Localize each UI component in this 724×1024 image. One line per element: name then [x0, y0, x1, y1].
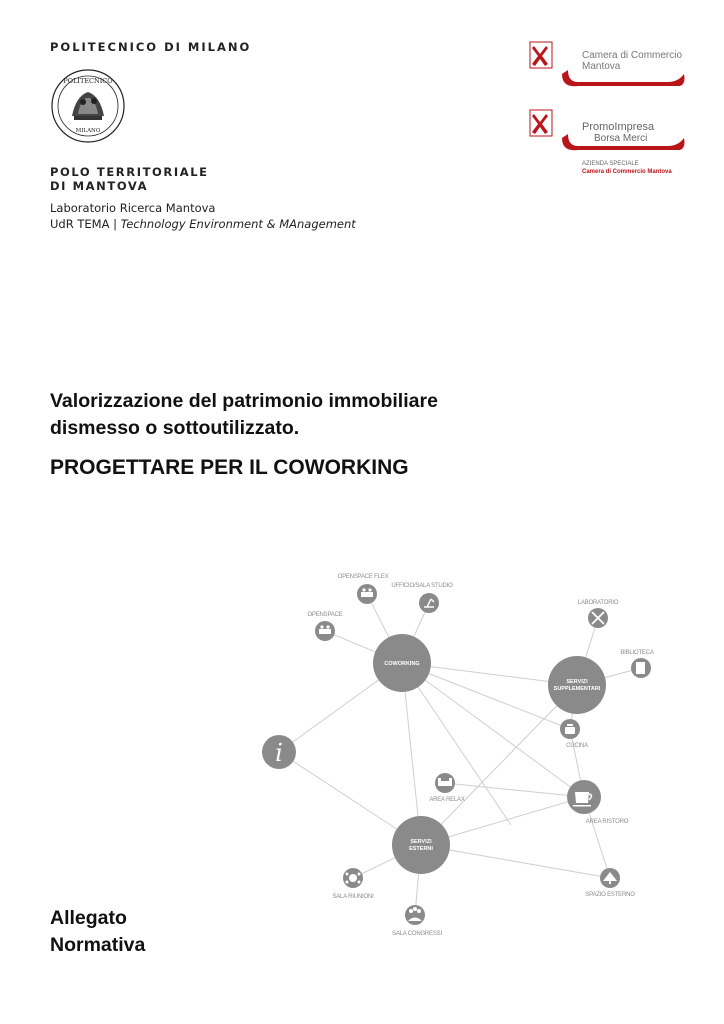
lab-line-1: Laboratorio Ricerca Mantova — [50, 201, 216, 215]
lab-prefix: UdR TEMA | — [50, 217, 121, 231]
svg-text:Borsa Merci: Borsa Merci — [594, 133, 648, 144]
lion-crest-icon — [530, 42, 552, 68]
svg-text:COWORKING: COWORKING — [384, 661, 420, 667]
title-line-1: Valorizzazione del patrimonio immobiliare — [50, 390, 438, 412]
document-subtitle: PROGETTARE PER IL COWORKING — [50, 456, 409, 479]
polo-line-2: DI MANTOVA — [50, 179, 149, 193]
node-cucina — [560, 719, 588, 749]
node-ufficio-sala-studio — [391, 583, 453, 613]
allegato-label — [50, 905, 145, 959]
svg-text:LABORATORIO: LABORATORIO — [577, 600, 619, 606]
svg-text:SUPPLEMENTARI: SUPPLEMENTARI — [553, 686, 601, 692]
svg-text:Mantova: Mantova — [582, 61, 621, 72]
svg-text:AZIENDA SPECIALE: AZIENDA SPECIALE — [582, 161, 639, 167]
hub-coworking — [373, 634, 431, 692]
svg-text:ESTERNI: ESTERNI — [409, 846, 433, 852]
svg-text:SALA CONGRESSI: SALA CONGRESSI — [392, 931, 442, 937]
lion-crest-icon — [530, 110, 552, 136]
svg-text:POLITECNICO: POLITECNICO — [63, 77, 113, 85]
politecnico-seal-icon — [50, 68, 126, 144]
svg-text:BIBLIOTECA: BIBLIOTECA — [620, 650, 654, 656]
node-openspace-flex — [338, 574, 389, 604]
coworking-network-diagram — [255, 565, 675, 945]
node-area-ristoro — [567, 780, 629, 825]
svg-text:OPENSPACE: OPENSPACE — [307, 612, 343, 618]
lab-italic: Technology Environment & MAnagement — [120, 217, 356, 231]
svg-text:UFFICIO/SALA STUDIO: UFFICIO/SALA STUDIO — [391, 583, 453, 589]
hub-servizi-supplementari — [548, 656, 606, 714]
node-sala-congressi — [392, 905, 442, 937]
info-icon — [262, 735, 296, 769]
svg-text:i: i — [275, 739, 283, 767]
svg-text:SERVIZI: SERVIZI — [410, 839, 432, 845]
svg-text:OPENSPACE FLEX: OPENSPACE FLEX — [337, 574, 389, 580]
node-spazio-esterno — [585, 868, 635, 898]
lab-info — [50, 200, 356, 232]
allegato-line-1: Allegato — [50, 907, 127, 929]
diagram-edges — [279, 594, 641, 915]
svg-text:Camera di Commercio: Camera di Commercio — [582, 50, 683, 61]
svg-text:PromoImpresa: PromoImpresa — [582, 121, 655, 133]
camera-commercio-logo — [528, 40, 688, 92]
hub-servizi-esterni — [392, 816, 450, 874]
svg-text:CUCINA: CUCINA — [566, 743, 588, 749]
svg-text:AREA RELAX: AREA RELAX — [429, 797, 465, 803]
svg-text:MILANO: MILANO — [75, 128, 101, 134]
document-title — [50, 388, 438, 442]
lab-line-2 — [50, 216, 356, 232]
polo-territoriale — [50, 165, 209, 193]
svg-text:SPAZIO ESTERNO: SPAZIO ESTERNO — [585, 892, 635, 898]
node-laboratorio — [578, 600, 619, 628]
node-sala-riunioni — [332, 868, 374, 900]
institution-name: POLITECNICO DI MILANO — [50, 40, 252, 54]
svg-text:SALA RIUNIONI: SALA RIUNIONI — [332, 894, 374, 900]
svg-text:SERVIZI: SERVIZI — [566, 679, 588, 685]
title-line-2: dismesso o sottoutilizzato. — [50, 417, 300, 439]
node-biblioteca — [620, 650, 654, 678]
allegato-line-2: Normativa — [50, 934, 146, 956]
svg-text:Camera di Commercio Mantova: Camera di Commercio Mantova — [582, 169, 672, 175]
svg-text:AREA RISTORO: AREA RISTORO — [585, 819, 629, 825]
promoimpresa-logo — [528, 108, 688, 178]
polo-line-1: POLO TERRITORIALE — [50, 165, 209, 179]
node-area-relax — [429, 773, 465, 803]
